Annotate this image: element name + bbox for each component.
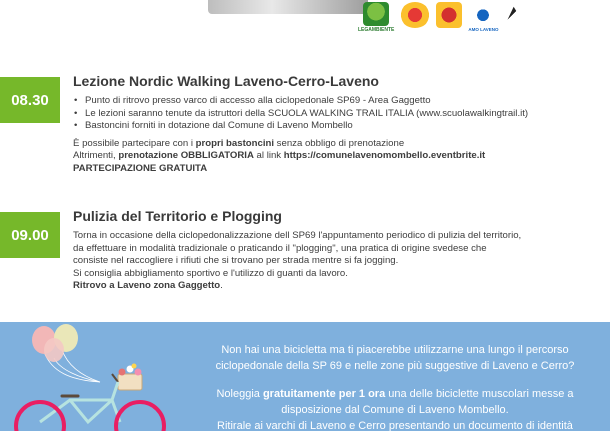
banner-text <box>190 342 600 431</box>
event-title: Pulizia del Territorio e Plogging <box>73 208 282 224</box>
event-nordic-walking <box>73 73 603 176</box>
banner-line: Non hai una bicicletta ma ti piacerebbe utilizzarne una lungo il percorso <box>221 344 569 356</box>
trail-logo <box>505 2 531 26</box>
banner-line <box>190 386 600 402</box>
poles-note-end: senza obbligo di prenotazione <box>274 137 405 149</box>
heart-logo <box>400 2 430 28</box>
banner-line: ciclopedonale della SP 69 e nelle zone più suggestive di Laveno e Cerro? <box>215 360 575 372</box>
event-description-line: Si consiglia abbigliamento sportivo e l'utilizzo di guanti da lavoro. <box>73 267 348 279</box>
meeting-point-bold: Ritrovo a Laveno zona Gaggetto <box>73 280 221 292</box>
top-photo-strip <box>208 0 368 14</box>
scuola-walking-mark-icon <box>436 2 462 28</box>
booking-note <box>73 150 603 163</box>
bike-frame-icon <box>70 400 112 422</box>
list-item: • Bastoncini forniti in dotazione dal Comune di Laveno Mombello <box>73 120 603 133</box>
free-participation-label: PARTECIPAZIONE GRATUITA <box>73 162 208 174</box>
meeting-point <box>73 280 603 293</box>
booking-note-mid: al link <box>253 150 284 162</box>
eventbrite-link[interactable]: https://comunelavenomombello.eventbrite.it <box>283 150 486 162</box>
list-item: • Punto di ritrovo presso varco di accesso alla ciclopedonale SP69 - Area Gaggetto <box>73 95 603 108</box>
heart-mark-icon <box>400 2 430 28</box>
balloon-icon <box>44 338 64 362</box>
list-item: • Le lezioni saranno tenute da istruttori della SCUOLA WALKING TRAIL ITALIA (www.scuolawalkingtrail.it) <box>73 108 603 121</box>
event-description-line: da effettuare in modalità tradizionale o praticando il "plogging", una pratica di origine svedese che <box>73 242 487 254</box>
rear-wheel-icon <box>16 402 64 431</box>
bicycle-balloons-illustration <box>0 322 180 431</box>
legambiente-logo <box>358 2 394 33</box>
booking-note-text: Altrimenti, <box>73 150 119 162</box>
banner-spacer <box>190 374 600 386</box>
scuola-walking-logo <box>436 2 462 28</box>
event-plogging <box>73 208 603 293</box>
event-description-line: Torna in occasione della ciclopedonalizzazione dell SP69 l'appuntamento periodico di pulizia del territorio, <box>73 230 522 241</box>
meeting-point-end: . <box>220 280 223 292</box>
banner-rent-text: Noleggia <box>216 388 263 400</box>
booking-required-bold: prenotazione OBBLIGATORIA <box>118 150 254 162</box>
basket-icon <box>118 374 142 390</box>
flower-icon <box>135 369 142 376</box>
poles-note <box>73 138 603 151</box>
partner-logos <box>358 2 531 36</box>
handlebar-icon <box>112 374 118 382</box>
flower-icon <box>132 364 137 369</box>
event-description-line: consiste nel raccogliere i rifiuti che si trovano per strada mentre si fa jogging. <box>73 255 399 267</box>
banner-line: Ritirale ai varchi di Laveno e Cerro presentando un documento di identità <box>217 420 573 431</box>
banner-free-hour-bold: gratuitamente per 1 ora <box>262 388 386 400</box>
time-badge-0830: 08.30 <box>0 77 60 123</box>
time-badge-0900: 09.00 <box>0 212 60 258</box>
runner-icon <box>505 2 531 26</box>
legambiente-mark-icon <box>363 2 389 26</box>
amo-laveno-caption: AMO LAVENO <box>468 27 499 32</box>
poles-note-text: È possibile partecipare con i <box>73 137 196 149</box>
event-title: Lezione Nordic Walking Laveno-Cerro-Laveno <box>73 73 379 89</box>
banner-rent-end: una delle biciclette muscolari messe a <box>385 388 574 400</box>
front-wheel-icon <box>116 402 164 431</box>
legambiente-caption: LEGAMBIENTE <box>358 27 395 33</box>
amo-laveno-mark-icon <box>469 2 497 26</box>
flower-icon <box>119 369 126 376</box>
event-details-list <box>73 95 603 133</box>
banner-line: disposizione dal Comune di Laveno Mombello. <box>281 404 509 416</box>
bike-fork-icon <box>112 382 118 400</box>
amo-laveno-logo <box>468 2 498 32</box>
poles-note-bold: propri bastoncini <box>195 137 275 149</box>
